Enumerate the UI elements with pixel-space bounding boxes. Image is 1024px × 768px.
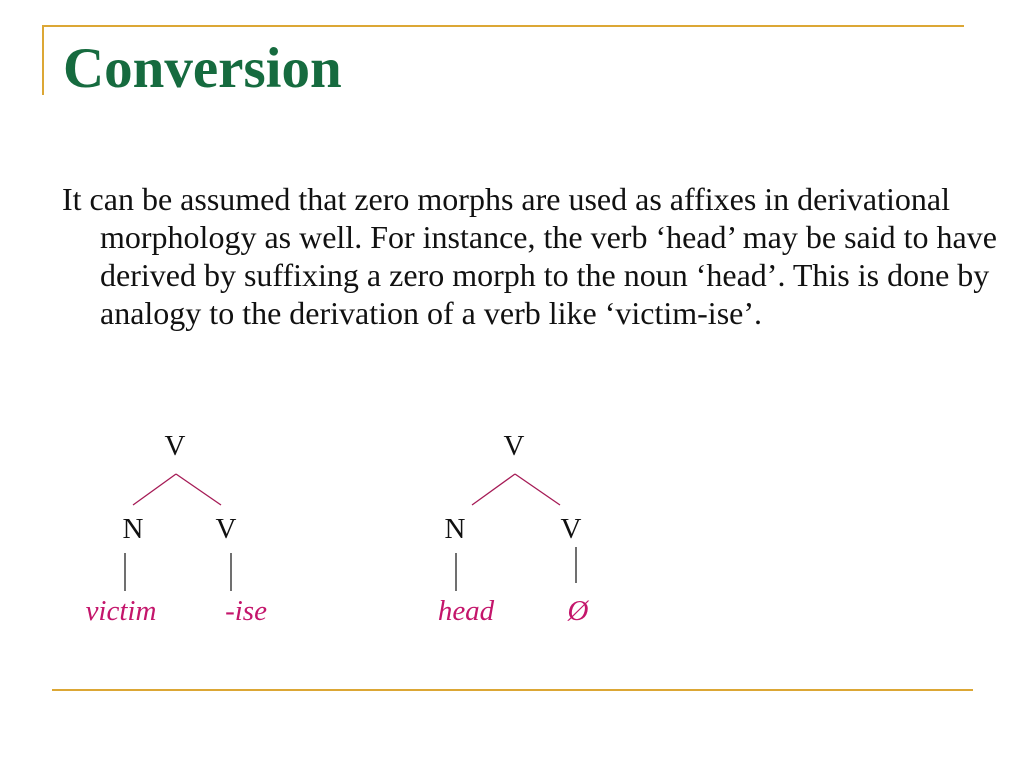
tree2-left-word: head: [437, 595, 495, 627]
tree2-left-node-label: N: [444, 513, 466, 545]
tree1-right-node-label: V: [215, 513, 237, 545]
tree1-branch-left: [133, 474, 176, 505]
tree1-left-node-label: N: [122, 513, 144, 545]
tree1-root-label: V: [164, 430, 186, 462]
tree2-branch-right: [515, 474, 560, 505]
tree2-root-label: V: [503, 430, 525, 462]
tree1-branch-right: [176, 474, 221, 505]
tree-victim-ise: [86, 430, 267, 627]
tree2-right-word: Ø: [567, 595, 589, 627]
tree1-right-word: -ise: [225, 595, 267, 627]
tree1-left-word: victim: [85, 595, 157, 627]
tree2-branch-left: [472, 474, 515, 505]
body-paragraph: It can be assumed that zero morphs are used as affixes in derivational morphology as well. For instance, the verb ‘head’ may be said to have derived by suffixing a zero morph to the noun ‘head’. This is done by analogy to the derivation of a verb like ‘victim-ise’.: [62, 181, 997, 331]
tree-head-zero: [438, 430, 590, 627]
slide-title: Conversion: [63, 37, 342, 100]
tree2-right-node-label: V: [560, 513, 582, 545]
